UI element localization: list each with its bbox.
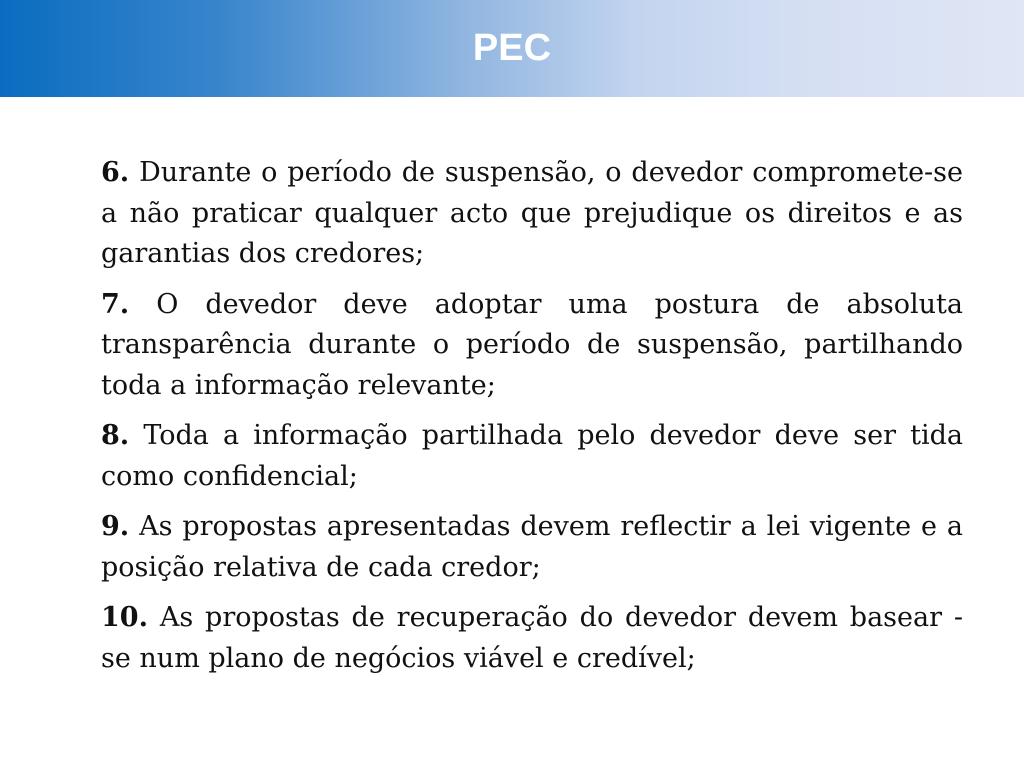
item-number: 7. — [101, 288, 130, 320]
item-number: 6. — [101, 157, 130, 188]
item-number: 10. — [101, 602, 148, 633]
list-item-9 — [101, 507, 963, 588]
item-text: As propostas apresentadas devem reflectir a lei vigente e a posição relativa de cada credor; — [101, 511, 963, 583]
item-text: Toda a informação partilhada pelo devedor deve ser tida como confidencial; — [101, 420, 963, 492]
slide-title: PEC — [472, 27, 552, 69]
list-item-8 — [101, 416, 963, 497]
list-item-10 — [101, 598, 963, 679]
item-text: As propostas de recuperação do devedor devem basear -se num plano de negócios viável e credível; — [101, 602, 963, 674]
list-item-6 — [101, 153, 963, 275]
item-number: 9. — [101, 511, 130, 542]
slide-body — [101, 153, 963, 689]
item-number: 8. — [101, 420, 130, 451]
list-item-7 — [101, 285, 963, 407]
item-text: Durante o período de suspensão, o devedor compromete-se a não praticar qualquer acto que prejudique os direitos e as garantias dos credores; — [101, 157, 964, 269]
item-text: O devedor deve adoptar uma postura de absoluta transparência durante o período de suspensão, partilhando toda a informação relevante; — [101, 288, 964, 401]
